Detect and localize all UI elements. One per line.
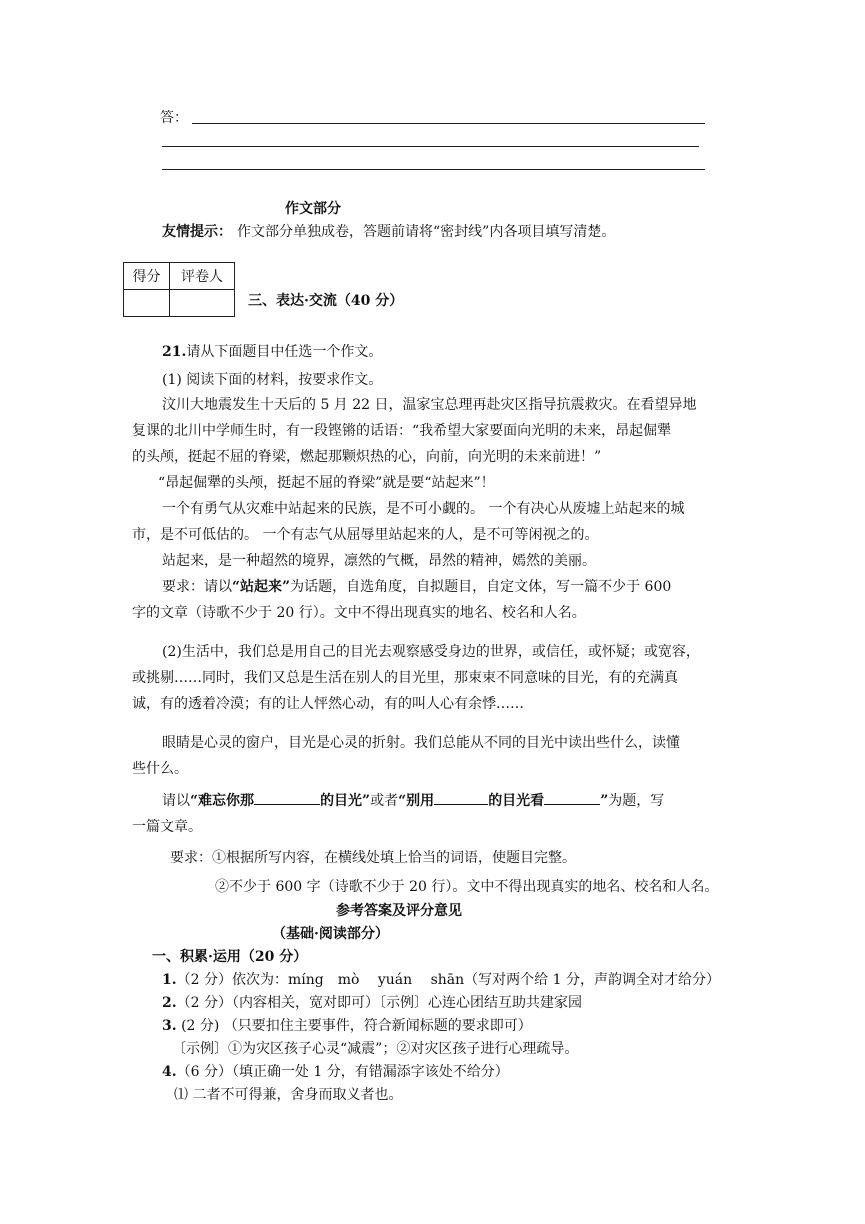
text-line: 眼睛是心灵的窗户，目光是心灵的折射。我们总能从不同的目光中读出些什么，读懂 [162,735,680,751]
text-line: 一篇文章。 [132,819,202,835]
answer-item [162,992,720,1015]
tip-label: 友情提示： [162,224,232,240]
prompt-2-requirement-2: ②不少于 600 字（诗歌不少于 20 行）。文中不得出现真实的地名、校名和人名。 [215,879,719,895]
text-fragment: 为题，写 [608,793,665,809]
answer-sub-item: ⑴ 二者不可得兼，舍身而取义者也。 [174,1087,403,1103]
prompt-1-intro: (1) 阅读下面的材料，按要求作文。 [162,372,383,388]
text-fragment: 或者 [370,793,399,809]
item-number: 4. [162,1064,177,1080]
answer-item [162,1015,720,1038]
answer-part-title: 一、积累·运用（20 分） [152,949,308,965]
fill-blank[interactable] [544,790,600,805]
text-line: 站起来，是一种超然的境界，凛然的气概，昂然的精神，嫣然的美丽。 [162,553,596,569]
text-line: 的头颅，挺起不屈的脊梁，燃起那颗炽热的心，向前，向光明的未来前进！” [132,449,602,465]
text-line: 汶川大地震发生十天后的 5 月 22 日，温家宝总理再赴灾区指导抗震救灾。在看望异地 [162,397,697,413]
title-option-2-mid: 的目光看 [488,793,545,809]
tip-text: 作文部分单独成卷，答题前请将“密封线”内各项目填写清楚。 [237,224,616,240]
fill-blank[interactable] [434,790,488,805]
grader-cell [170,290,235,317]
item-text: （2 分）（内容相关，宽对即可）〔示例〕心连心团结互助共建家园 [176,995,582,1011]
text-line: “昂起倔犟的头颅，挺起不屈的脊梁”就是要“站起来”！ [158,475,495,491]
text-line: 一个有勇气从灾难中站起来的民族，是不可小觑的。 一个有决心从废墟上站起来的城 [162,501,685,517]
requirement-label: 要求：请以 [162,579,232,595]
answer-item [162,969,720,992]
title-option-2-start: “别用 [398,793,435,809]
item-number: 2. [162,995,177,1011]
text-line: 或挑剔……同时，我们又总是生活在别人的目光里，那束束不同意味的目光，有的充满真 [132,670,678,686]
part-title: 三、表达·交流（40 分） [248,293,404,309]
answer-label: 答： [160,110,188,126]
title-option-1-start: “难忘你那 [190,793,255,809]
answer-items [162,969,720,1107]
score-cell [124,290,170,317]
answer-key-subtitle: （基础·阅读部分） [272,926,389,942]
score-table [123,262,235,317]
text-line: 复课的北川中学师生时，有一段铿锵的话语：“我希望大家要面向光明的未来，昂起倔犟 [132,423,672,439]
score-header: 得分 [124,263,170,290]
question-text: 请从下面题目中任选一个作文。 [186,344,383,360]
prompt-1-material [132,392,697,626]
text-line: 些什么。 [132,761,188,777]
answer-key-title: 参考答案及评分意见 [336,903,462,919]
prompt-2-requirement-1: 要求：①根据所写内容，在横线处填上恰当的词语，使题目完整。 [170,850,576,866]
answer-item [162,1061,720,1084]
answer-line[interactable] [162,169,705,170]
prompt-1-requirement [132,574,697,600]
answer-line[interactable] [162,146,699,147]
requirement-text: 为话题，自选角度，自拟题目，自定文体，写一篇不少于 600 [290,579,672,595]
text-line: 市，是不可低估的。 一个有志气从屈辱里站起来的人，是不可等闲视之的。 [132,527,599,543]
text-line: 诚，有的透着冷漠；有的让人怦然心动，有的叫人心有余悸…… [132,696,524,712]
prompt-2-eyes [132,730,680,782]
text-line: (2)生活中，我们总是用自己的目光去观察感受身边的世界，或信任，或怀疑；或宽容， [162,644,700,660]
item-number: 1. [162,972,177,988]
requirement-topic: “站起来” [232,579,291,595]
item-number: 3. [162,1018,177,1034]
section-title: 作文部分 [285,201,341,217]
answer-line[interactable] [192,123,705,124]
item-text: （6 分）（填正确一处 1 分，有错漏添字该处不给分） [176,1064,509,1080]
answer-example: 〔示例〕①为灾区孩子心灵“减震”；②对灾区孩子进行心理疏导。 [172,1041,579,1057]
prompt-2-title-instruction [132,788,664,840]
question-number: 21. [162,344,187,360]
item-text: （2 分）依次为：míng mò yuán shān（写对两个给 1 分，声韵调全对才给分） [176,972,720,988]
title-option-1-end: 的目光” [320,793,371,809]
prompt-2-material [132,639,700,717]
item-text: (2 分) （只要扣住主要事件，符合新闻标题的要求即可） [176,1018,532,1034]
fill-blank[interactable] [254,790,320,805]
text-line: 字的文章（诗歌不少于 20 行）。文中不得出现真实的地名、校名和人名。 [132,605,586,621]
text-fragment: 请以 [162,793,190,809]
grader-header: 评卷人 [170,263,235,290]
title-option-2-end: ” [600,793,609,809]
